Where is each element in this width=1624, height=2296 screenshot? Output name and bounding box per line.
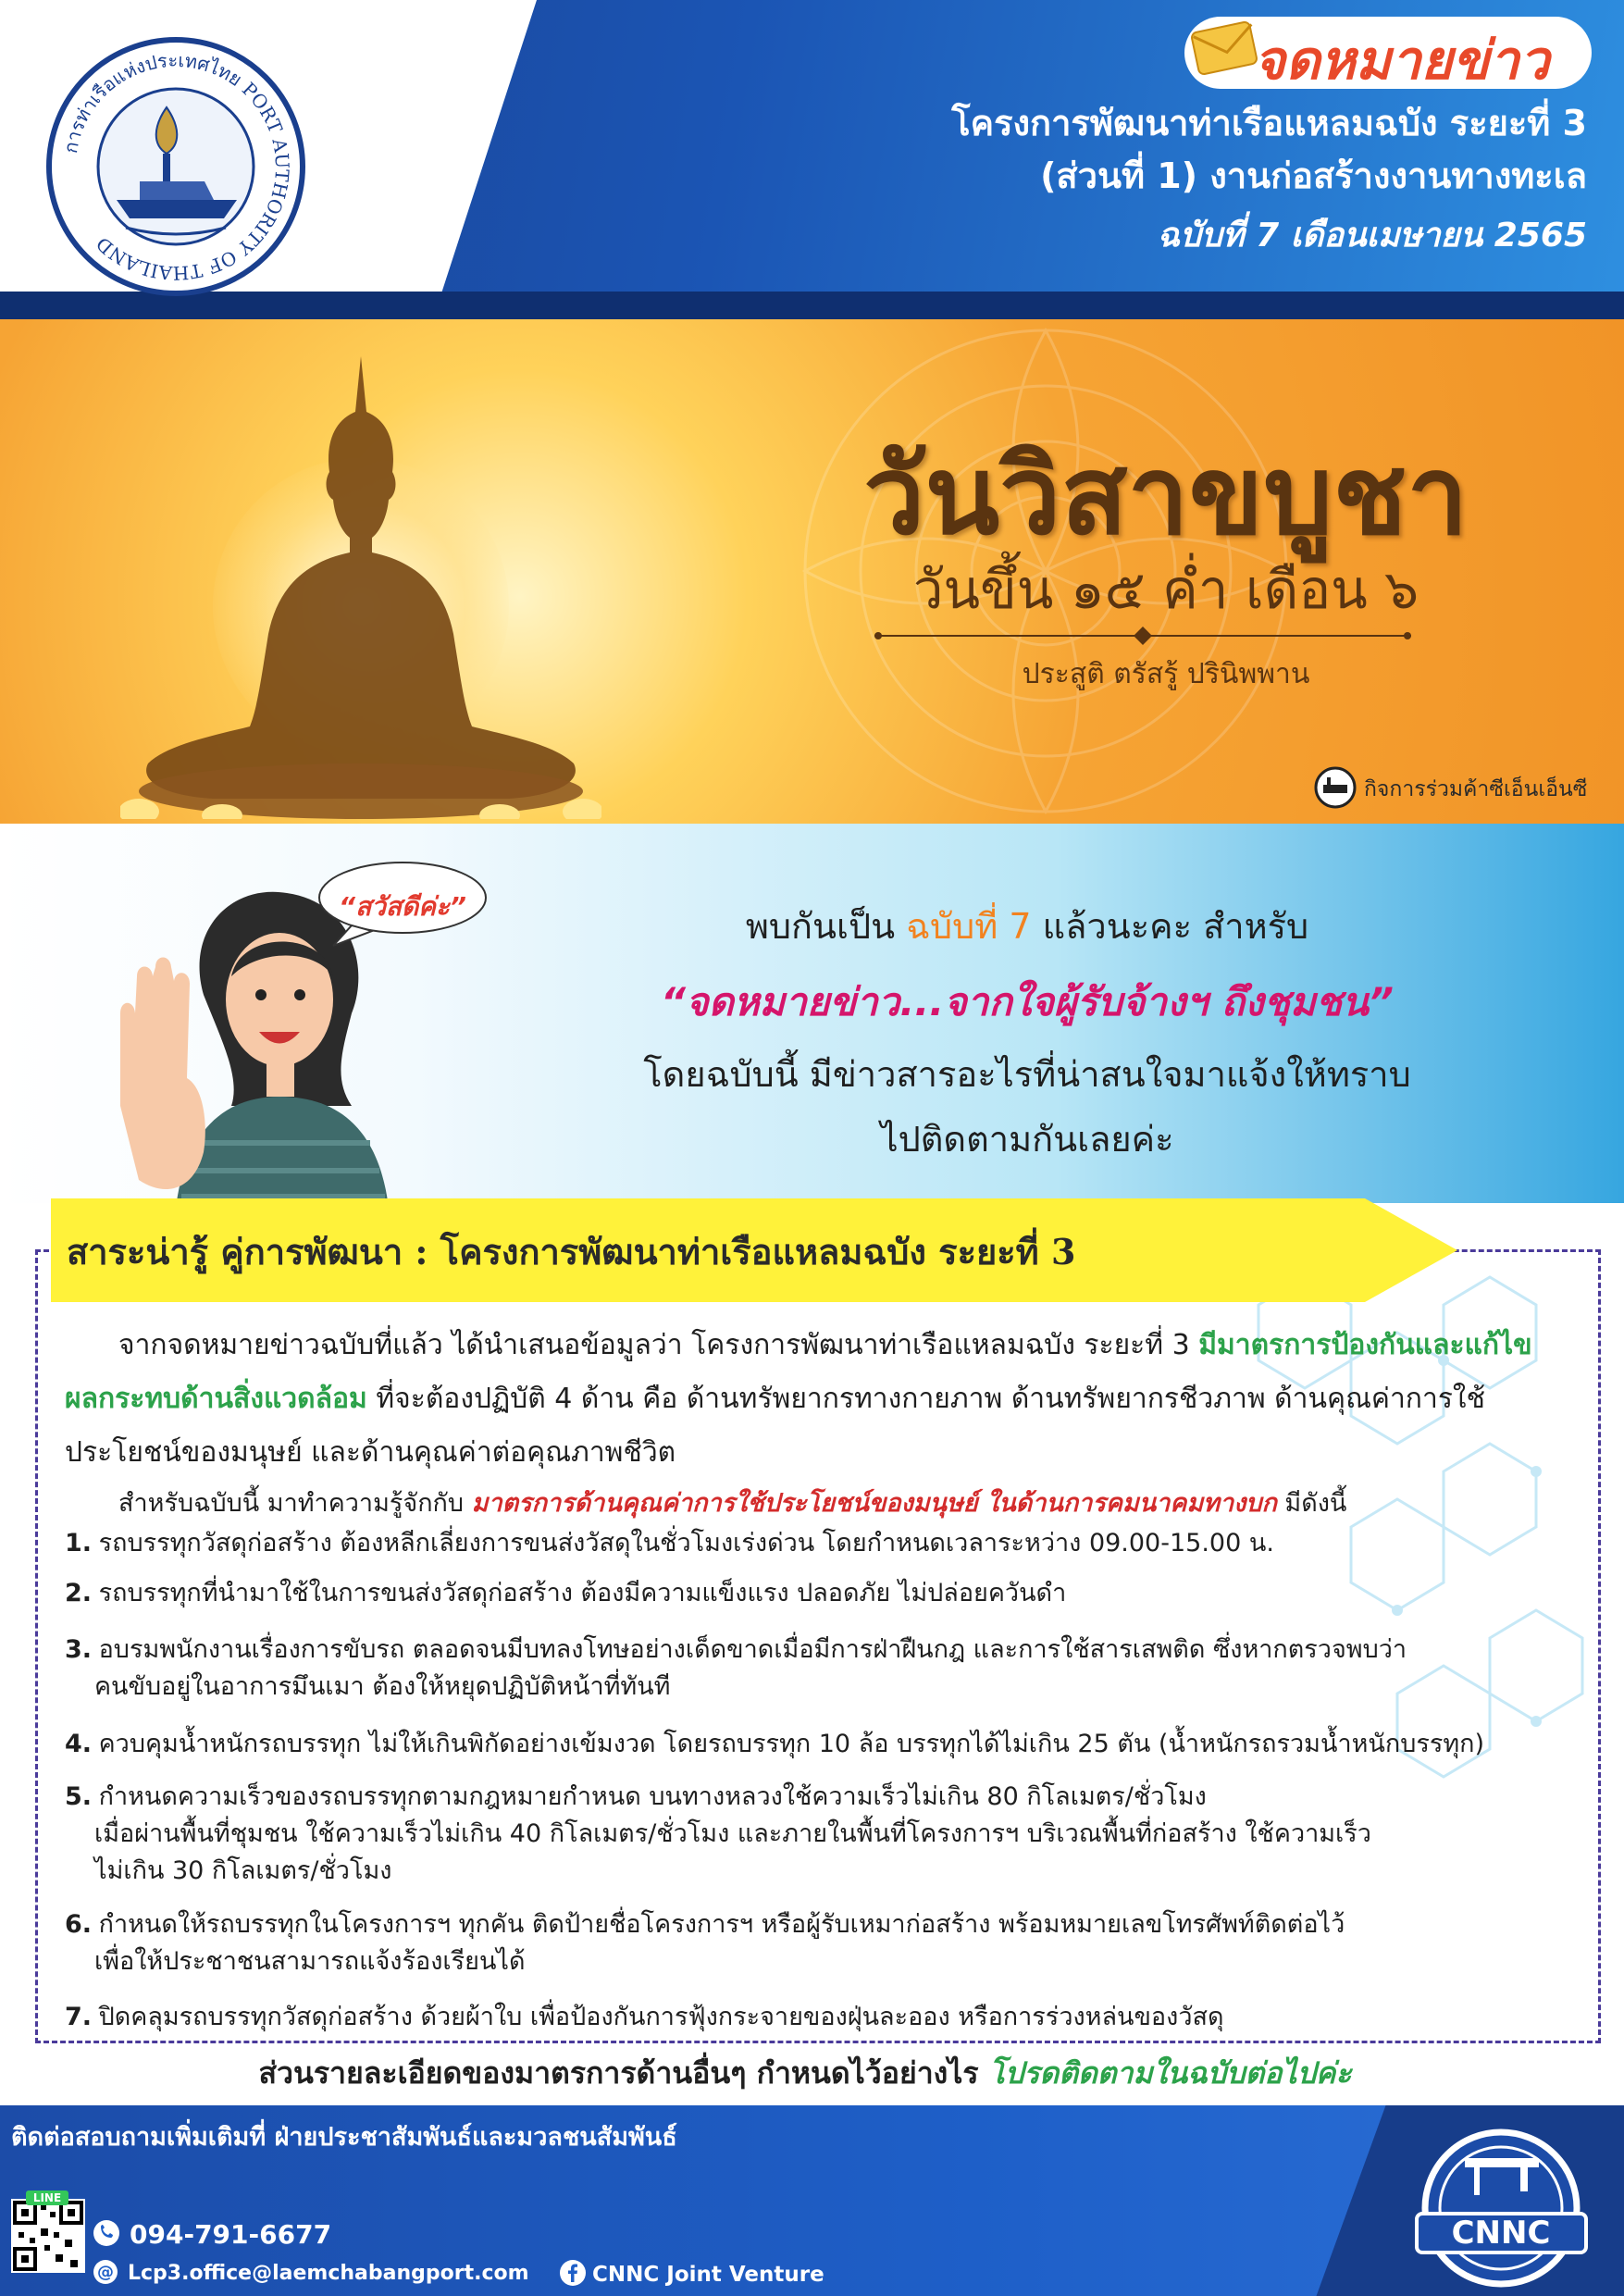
list-item: 5. กำหนดความเร็วของรถบรรทุกตามกฎหมายกำหนด บนทางหลวงใช้ความเร็วไม่เกิน 80 กิโลเมตร/ชั่วโมง เมื่อผ่านพื้นที่ชุมชน ใช้ความเร็วไม่เกิน 40 กิโลเมตร/ชั่วโมง และภายในพื้นที่โครงการฯ บริเวณพื้นที่ก่อสร้าง ใช้ความเร็ว ไม่เกิน 30 กิโลเมตร/ชั่วโมง [65,1782,1371,1885]
cnnc-small-logo [1314,766,1357,809]
project-part: (ส่วนที่ 1) งานก่อสร้างงานทางทะเล [1040,155,1587,196]
line-label: LINE [26,2191,68,2205]
greeting-line-1: พบกันเป็น ฉบับที่ 7 แล้วนะคะ สำหรับ [745,906,1309,947]
facebook-page[interactable]: CNNC Joint Venture [592,2263,824,2287]
line-qr-code[interactable] [11,2199,85,2273]
list-item: 7. ปิดคลุมรถบรรทุกวัสดุก่อสร้าง ด้วยผ้าใบ เพื่อป้องกันการฟุ้งกระจายของฝุ่นละออง หรือการร่วงหล่นของวัสดุ [65,2003,1224,2031]
at-sign-icon [93,2259,118,2285]
list-item: 1. รถบรรทุกวัสดุก่อสร้าง ต้องหลีกเลี่ยงการขนส่งวัสดุในชั่วโมงเร่งด่วน โดยกำหนดเวลาระหว่าง 09.00-15.00 น. [65,1529,1274,1558]
cnnc-logo [1411,2127,1592,2289]
logo-ring-text: การท่าเรือแห่งประเทศไทย PORT AUTHORITY OF THAILAND [58,48,294,285]
greeting-section [0,824,1624,1203]
measure-highlight: มีมาตรการป้องกันและแก้ไขผลกระทบด้านสิ่งแวดล้อม [65,1329,1532,1415]
svg-text:@: @ [97,2263,114,2282]
issue-highlight: ฉบับที่ 7 [906,906,1032,947]
list-item: 3. อบรมพนักงานเรื่องการขับรถ ตลอดจนมีบทลงโทษอย่างเด็ดขาดเมื่อมีการฝ่าฝืนกฎ และการใช้สารเสพติด ซึ่งหากตรวจพบว่า คนขับอยู่ในอาการมึนเมา ต้องให้หยุดปฏิบัติหน้าที่ทันที [65,1635,1407,1701]
list-item: 4. ควบคุมน้ำหนักรถบรรทุก ไม่ให้เกินพิกัดอย่างเข้มงวด โดยรถบรรทุก 10 ล้อ บรรทุกได้ไม่เกิน 25 ตัน (น้ำหนักรถรวมน้ำหนักบรรทุก) [65,1730,1485,1758]
measure-topic: มาตรการด้านคุณค่าการใช้ประโยชน์ของมนุษย์ ในด้านการคมนาคมทางบก [471,1489,1277,1518]
phone-number[interactable]: 094-791-6677 [130,2219,332,2250]
credit-text: กิจการร่วมค้าซีเอ็นเอ็นซี [1364,777,1588,801]
closing-note: ส่วนรายละเอียดของมาตรการด้านอื่นๆ กำหนดไว้อย่างไร โปรดติดตามในฉบับต่อไปค่ะ [258,2055,1352,2091]
list-item: 2. รถบรรทุกที่นำมาใช้ในการขนส่งวัสดุก่อสร้าง ต้องมีความแข็งแรง ปลอดภัย ไม่ปล่อยควันดำ [65,1579,1067,1607]
header-stripe [0,292,1624,319]
project-title: โครงการพัฒนาท่าเรือแหลมฉบัง ระยะที่ 3 [951,103,1587,143]
greeting-bubble-text: “สวัสดีค่ะ” [339,891,466,922]
section-title: สาระน่ารู้ คู่การพัฒนา : โครงการพัฒนาท่าเรือแหลมฉบัง ระยะที่ 3 [67,1231,1076,1272]
intro-paragraph: จากจดหมายข่าวฉบับที่แล้ว ได้นำเสนอข้อมูลว่า โครงการพัฒนาท่าเรือแหลมฉบัง ระยะที่ 3 มีมาตรการป้องกันและแก้ไขผลกระทบด้านสิ่งแวดล้อม ที่จะต้องปฏิบัติ 4 ด้าน คือ ด้านทรัพยากรทางกายภาพ ด้านทรัพยากรชีวภาพ ด้านคุณค่าการใช้ประโยชน์ของมนุษย์ และด้านคุณค่าต่อคุณภาพชีวิต [65,1329,1532,1469]
greeting-line-4: ไปติดตามกันเลยค่ะ [880,1119,1174,1160]
measures-intro: สำหรับฉบับนี้ มาทำความรู้จักกับ มาตรการด้านคุณค่าการใช้ประโยชน์ของมนุษย์ ในด้านการคมนาคมทางบก มีดังนี้ [118,1489,1347,1518]
list-item: 6. กำหนดให้รถบรรทุกในโครงการฯ ทุกคัน ติดป้ายชื่อโครงการฯ หรือผู้รับเหมาก่อสร้าง พร้อมหมายเลขโทรศัพท์ติดต่อไว้ เพื่อให้ประชาชนสามารถแจ้งร้องเรียนได้ [65,1910,1345,1976]
greeting-line-3: โดยฉบับนี้ มีข่าวสารอะไรที่น่าสนใจมาแจ้งให้ทราบ [643,1054,1411,1095]
greeting-headline: “จดหมายข่าว...จากใจผู้รับจ้างฯ ถึงชุมชน” [660,979,1395,1024]
ornament-divider [874,625,1411,647]
issue-info: ฉบับที่ 7 เดือนเมษายน 2565 [1157,217,1587,254]
banner-tagline: ประสูติ ตรัสรู้ ปรินิพพาน [1022,658,1310,690]
banner-title: วันวิสาขบูชา [863,430,1469,559]
cnnc-logo-text: CNNC [1451,2215,1551,2252]
visakha-bucha-banner [0,319,1624,824]
follow-next-issue: โปรดติดตามในฉบับต่อไปค่ะ [988,2055,1352,2091]
email-address[interactable]: Lcp3.office@laemchabangport.com [128,2262,529,2285]
contact-title: ติดต่อสอบถามเพิ่มเติมที่ ฝ่ายประชาสัมพันธ์และมวลชนสัมพันธ์ [11,2123,677,2152]
facebook-icon [559,2259,587,2287]
buddha-silhouette [120,356,601,819]
banner-subtitle: วันขึ้น ๑๕ ค่ำ เดือน ๖ [912,558,1419,621]
phone-icon [93,2219,120,2247]
port-authority-logo [46,37,305,296]
newsletter-title: จดหมายข่าว [1254,29,1550,92]
envelope-icon [1189,14,1263,79]
